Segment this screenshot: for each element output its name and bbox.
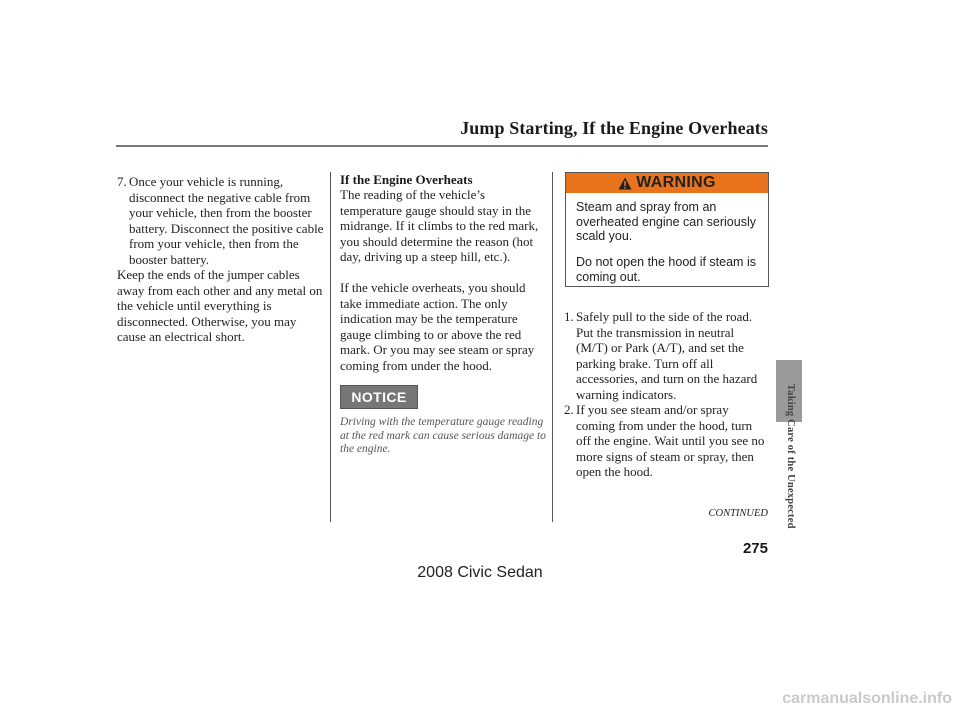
temperature-paragraph: The reading of the vehicle’s temperature gauge should stay in the midrange. If it climbs to the red mark, you should determine the reason (hot day, driving up a steep hill, etc.). bbox=[340, 187, 539, 264]
step-number: 2. bbox=[564, 402, 574, 417]
warning-triangle-icon bbox=[618, 177, 632, 190]
section-side-label: Taking Care of the Unexpected bbox=[785, 384, 796, 529]
section-heading: If the Engine Overheats bbox=[340, 172, 473, 187]
warning-header bbox=[566, 173, 768, 193]
jumper-cables-paragraph: Keep the ends of the jumper cables away from each other and any metal on the vehicle until everything is disconnected. Otherwise, you may cause an electrical short. bbox=[117, 267, 323, 344]
warning-box bbox=[565, 172, 769, 287]
notice-text: Driving with the temperature gauge reading at the red mark can cause serious damage to the engine. bbox=[340, 416, 546, 455]
step-text: Safely pull to the side of the road. Put the transmission in neutral (M/T) or Park (A/T), and set the parking brake. Turn off all accessories, and turn on the hazard warning indicators. bbox=[576, 309, 758, 402]
column-divider-right bbox=[552, 172, 553, 522]
page-number: 275 bbox=[742, 540, 768, 557]
step-number: 7. bbox=[117, 174, 127, 189]
warning-text-1: Steam and spray from an overheated engine can seriously scald you. bbox=[576, 200, 756, 243]
continued-label: CONTINUED bbox=[708, 508, 768, 519]
column-divider-left bbox=[330, 172, 331, 522]
title-divider bbox=[116, 145, 768, 147]
warning-text-2: Do not open the hood if steam is coming out. bbox=[576, 255, 756, 284]
warning-label: WARNING bbox=[636, 174, 716, 191]
page-title: Jump Starting, If the Engine Overheats bbox=[460, 118, 768, 138]
overheat-paragraph: If the vehicle overheats, you should take immediate action. The only indication may be the temperature gauge climbing to or above the red mark. Or you may see steam or spray coming from under the hood. bbox=[340, 280, 535, 373]
step-text: Once your vehicle is running, disconnect the negative cable from your vehicle, then from the booster battery. Disconnect the positive cable from your vehicle, then from the booster battery. bbox=[129, 174, 324, 267]
watermark[interactable]: carmanualsonline.info bbox=[782, 690, 952, 707]
step-number: 1. bbox=[564, 309, 574, 324]
footer-model: 2008 Civic Sedan bbox=[417, 564, 543, 581]
step-text: If you see steam and/or spray coming from under the hood, turn off the engine. Wait until you see no more signs of steam or spray, then open the hood. bbox=[576, 402, 765, 479]
notice-label: NOTICE bbox=[351, 389, 407, 405]
notice-badge bbox=[340, 385, 418, 409]
